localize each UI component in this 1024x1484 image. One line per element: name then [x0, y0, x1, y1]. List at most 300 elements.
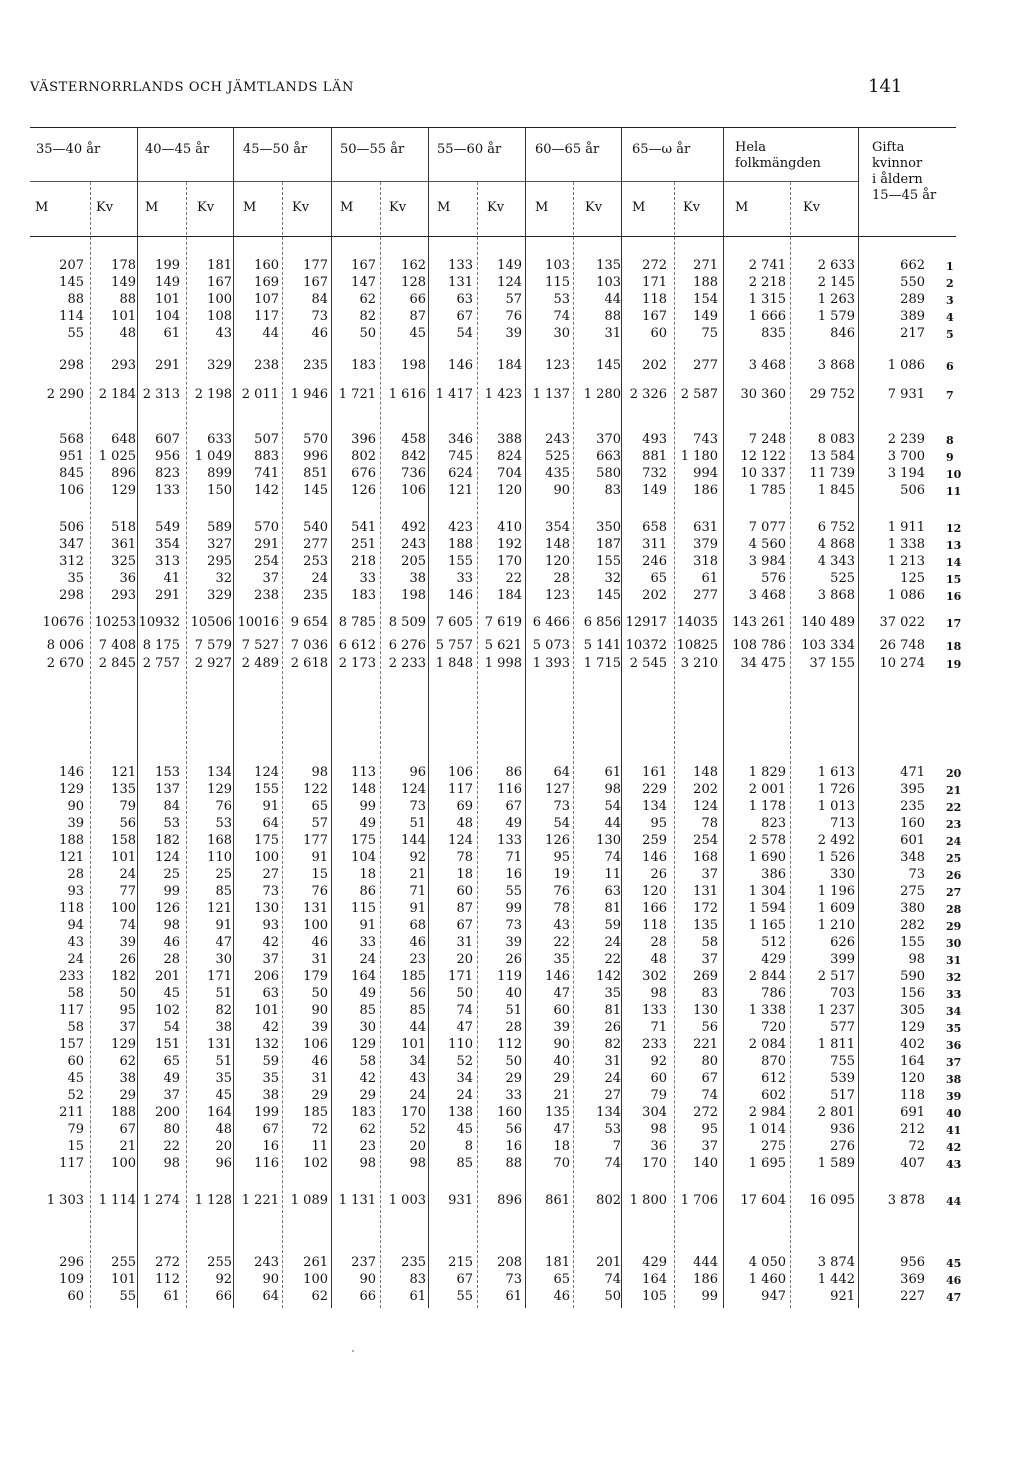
- table-cell: 134: [596, 1105, 621, 1120]
- table-cell: 133: [448, 258, 473, 273]
- table-cell: 82: [359, 309, 376, 324]
- table-cell: 162: [401, 258, 426, 273]
- table-cell: 44: [604, 816, 621, 831]
- table-cell: 22: [163, 1139, 180, 1154]
- table-cell: 568: [59, 432, 84, 447]
- subcolumn-rule: [477, 182, 478, 1308]
- table-cell: 81: [604, 901, 621, 916]
- table-cell: 370: [596, 432, 621, 447]
- table-cell: 53: [553, 292, 570, 307]
- column-rule: [233, 128, 234, 1308]
- table-cell: 73: [553, 799, 570, 814]
- table-cell: 179: [303, 969, 328, 984]
- table-cell: 183: [351, 358, 376, 373]
- table-cell: 47: [553, 986, 570, 1001]
- table-cell: 184: [497, 358, 522, 373]
- table-cell: 120: [497, 483, 522, 498]
- table-cell: 2 198: [194, 387, 232, 402]
- row-number: 1: [946, 260, 954, 273]
- table-cell: 41: [163, 571, 180, 586]
- table-cell: 996: [303, 449, 328, 464]
- table-cell: 2 801: [817, 1105, 855, 1120]
- table-cell: 6 856: [583, 615, 621, 630]
- table-cell: 53: [604, 1122, 621, 1137]
- table-cell: 4 560: [748, 537, 786, 552]
- table-cell: 1 014: [748, 1122, 786, 1137]
- table-cell: 40: [505, 986, 522, 1001]
- table-cell: 235: [900, 799, 925, 814]
- table-cell: 22: [604, 952, 621, 967]
- table-cell: 39: [311, 1020, 328, 1035]
- table-cell: 601: [900, 833, 925, 848]
- table-cell: 37: [262, 571, 279, 586]
- table-cell: 1 848: [435, 656, 473, 671]
- table-cell: 91: [262, 799, 279, 814]
- table-cell: 272: [693, 1105, 718, 1120]
- table-cell: 49: [359, 816, 376, 831]
- table-cell: 243: [401, 537, 426, 552]
- table-header-bottom-rule: [30, 236, 956, 237]
- table-cell: 121: [59, 850, 84, 865]
- table-cell: 42: [359, 1071, 376, 1086]
- table-cell: 380: [900, 901, 925, 916]
- column-header-women: Kv: [487, 200, 505, 215]
- table-cell: 1 845: [817, 483, 855, 498]
- table-cell: 65: [163, 1054, 180, 1069]
- table-cell: 85: [215, 884, 232, 899]
- table-cell: 7 619: [484, 615, 522, 630]
- table-cell: 86: [359, 884, 376, 899]
- table-cell: 207: [59, 258, 84, 273]
- table-cell: 1 180: [680, 449, 718, 464]
- table-cell: 580: [596, 466, 621, 481]
- table-cell: 39: [119, 935, 136, 950]
- row-number: 17: [946, 617, 962, 630]
- table-cell: 73: [908, 867, 925, 882]
- table-cell: 23: [409, 952, 426, 967]
- table-cell: 327: [207, 537, 232, 552]
- table-cell: 3 210: [680, 656, 718, 671]
- row-number: 15: [946, 573, 962, 586]
- table-cell: 208: [497, 1255, 522, 1270]
- table-cell: 133: [155, 483, 180, 498]
- table-cell: 164: [642, 1272, 667, 1287]
- table-cell: 103 334: [801, 638, 855, 653]
- table-cell: 85: [409, 1003, 426, 1018]
- table-cell: 62: [359, 1122, 376, 1137]
- table-cell: 48: [215, 1122, 232, 1137]
- table-cell: 2 757: [142, 656, 180, 671]
- table-cell: 71: [505, 850, 522, 865]
- table-cell: 5 073: [532, 638, 570, 653]
- table-cell: 101: [155, 292, 180, 307]
- table-cell: 18: [456, 867, 473, 882]
- table-cell: 947: [761, 1289, 786, 1304]
- table-cell: 54: [163, 1020, 180, 1035]
- row-number: 7: [946, 389, 954, 402]
- table-cell: 30 360: [740, 387, 786, 402]
- table-cell: 142: [254, 483, 279, 498]
- table-cell: 1 442: [817, 1272, 855, 1287]
- table-cell: 108 786: [732, 638, 786, 653]
- table-cell: 53: [215, 816, 232, 831]
- table-cell: 106: [401, 483, 426, 498]
- table-cell: 33: [359, 571, 376, 586]
- table-cell: 956: [900, 1255, 925, 1270]
- table-cell: 28: [505, 1020, 522, 1035]
- table-cell: 130: [596, 833, 621, 848]
- table-cell: 98: [359, 1156, 376, 1171]
- table-cell: 42: [262, 935, 279, 950]
- table-cell: 24: [119, 867, 136, 882]
- table-cell: 346: [448, 432, 473, 447]
- table-cell: 186: [693, 483, 718, 498]
- table-cell: 27: [262, 867, 279, 882]
- table-cell: 121: [207, 901, 232, 916]
- table-cell: 37: [701, 952, 718, 967]
- table-cell: 130: [254, 901, 279, 916]
- table-cell: 181: [207, 258, 232, 273]
- table-cell: 1 609: [817, 901, 855, 916]
- table-cell: 64: [553, 765, 570, 780]
- column-header-women: Kv: [585, 200, 603, 215]
- table-cell: 44: [409, 1020, 426, 1035]
- table-cell: 87: [409, 309, 426, 324]
- table-cell: 37: [701, 867, 718, 882]
- table-cell: 95: [553, 850, 570, 865]
- table-cell: 10506: [190, 615, 232, 630]
- table-cell: 160: [254, 258, 279, 273]
- table-cell: 291: [155, 588, 180, 603]
- table-cell: 122: [303, 782, 328, 797]
- column-header-women: Kv: [803, 200, 821, 215]
- table-cell: 50: [119, 986, 136, 1001]
- table-cell: 46: [163, 935, 180, 950]
- table-cell: 60: [67, 1054, 84, 1069]
- table-cell: 823: [155, 466, 180, 481]
- table-cell: 277: [693, 588, 718, 603]
- table-cell: 1 025: [98, 449, 136, 464]
- table-cell: 4 343: [817, 554, 855, 569]
- table-cell: 48: [456, 816, 473, 831]
- table-cell: 755: [830, 1054, 855, 1069]
- table-cell: 74: [119, 918, 136, 933]
- table-cell: 98: [163, 1156, 180, 1171]
- table-cell: 62: [359, 292, 376, 307]
- table-cell: 129: [207, 782, 232, 797]
- table-cell: 76: [215, 799, 232, 814]
- table-cell: 101: [111, 850, 136, 865]
- table-cell: 35: [553, 952, 570, 967]
- table-cell: 20: [409, 1139, 426, 1154]
- table-cell: 407: [900, 1156, 925, 1171]
- subcolumn-rule: [674, 182, 675, 1308]
- table-cell: 1 526: [817, 850, 855, 865]
- table-cell: 131: [303, 901, 328, 916]
- table-cell: 2 633: [817, 258, 855, 273]
- table-cell: 34: [456, 1071, 473, 1086]
- table-cell: 120: [545, 554, 570, 569]
- row-number: 10: [946, 468, 962, 481]
- table-cell: 92: [215, 1272, 232, 1287]
- table-cell: 54: [553, 816, 570, 831]
- table-cell: 202: [642, 358, 667, 373]
- table-cell: 101: [401, 1037, 426, 1052]
- table-cell: 289: [900, 292, 925, 307]
- table-cell: 1 666: [748, 309, 786, 324]
- table-cell: 577: [830, 1020, 855, 1035]
- table-cell: 33: [505, 1088, 522, 1103]
- table-cell: 130: [693, 1003, 718, 1018]
- table-cell: 540: [303, 520, 328, 535]
- table-cell: 227: [900, 1289, 925, 1304]
- table-cell: 96: [215, 1156, 232, 1171]
- table-cell: 31: [604, 1054, 621, 1069]
- table-cell: 52: [67, 1088, 84, 1103]
- table-cell: 185: [303, 1105, 328, 1120]
- row-number: 14: [946, 556, 962, 569]
- table-cell: 18: [359, 867, 376, 882]
- table-cell: 43: [553, 918, 570, 933]
- table-cell: 576: [761, 571, 786, 586]
- row-number: 29: [946, 920, 962, 933]
- table-cell: 76: [311, 884, 328, 899]
- table-cell: 84: [163, 799, 180, 814]
- table-cell: 8 175: [142, 638, 180, 653]
- table-cell: 525: [830, 571, 855, 586]
- table-cell: 51: [215, 1054, 232, 1069]
- table-cell: 28: [163, 952, 180, 967]
- table-cell: 199: [254, 1105, 279, 1120]
- table-cell: 1 460: [748, 1272, 786, 1287]
- table-cell: 12 122: [740, 449, 786, 464]
- table-cell: 144: [401, 833, 426, 848]
- gifta-line4: 15—45 år: [872, 188, 937, 203]
- table-cell: 602: [761, 1088, 786, 1103]
- table-cell: 2 184: [98, 387, 136, 402]
- table-cell: 2 290: [46, 387, 84, 402]
- row-number: 13: [946, 539, 962, 552]
- table-cell: 31: [456, 935, 473, 950]
- table-cell: 269: [693, 969, 718, 984]
- column-rule: [723, 128, 724, 1308]
- table-cell: 160: [497, 1105, 522, 1120]
- table-cell: 94: [67, 918, 84, 933]
- table-cell: 183: [351, 1105, 376, 1120]
- table-cell: 201: [596, 1255, 621, 1270]
- table-cell: 145: [596, 358, 621, 373]
- table-cell: 35: [262, 1071, 279, 1086]
- table-cell: 170: [401, 1105, 426, 1120]
- table-cell: 22: [505, 571, 522, 586]
- table-cell: 7 579: [194, 638, 232, 653]
- table-cell: 298: [59, 588, 84, 603]
- table-cell: 539: [830, 1071, 855, 1086]
- table-cell: 73: [505, 918, 522, 933]
- table-cell: 88: [119, 292, 136, 307]
- subcolumn-rule: [186, 182, 187, 1308]
- table-cell: 662: [900, 258, 925, 273]
- table-cell: 1 131: [338, 1193, 376, 1208]
- subcolumn-rule: [90, 182, 91, 1308]
- table-cell: 65: [553, 1272, 570, 1287]
- hela-line2: folkmängden: [735, 156, 821, 171]
- table-cell: 117: [254, 309, 279, 324]
- row-number: 19: [946, 658, 962, 671]
- table-cell: 235: [303, 588, 328, 603]
- table-cell: 117: [59, 1156, 84, 1171]
- table-cell: 91: [409, 901, 426, 916]
- table-cell: 160: [900, 816, 925, 831]
- table-cell: 37: [262, 952, 279, 967]
- row-number: 16: [946, 590, 962, 603]
- table-cell: 121: [448, 483, 473, 498]
- table-cell: 72: [311, 1122, 328, 1137]
- age-group-header: 40—45 år: [145, 142, 210, 157]
- table-cell: 1 811: [817, 1037, 855, 1052]
- table-cell: 549: [155, 520, 180, 535]
- row-number: 40: [946, 1107, 962, 1120]
- column-rule: [428, 128, 429, 1308]
- table-cell: 10 274: [879, 656, 925, 671]
- table-cell: 31: [604, 326, 621, 341]
- table-cell: 217: [900, 326, 925, 341]
- table-cell: 845: [59, 466, 84, 481]
- table-cell: 38: [262, 1088, 279, 1103]
- column-header-men: M: [735, 200, 749, 215]
- row-number: 3: [946, 294, 954, 307]
- row-number: 9: [946, 451, 954, 464]
- table-cell: 493: [642, 432, 667, 447]
- table-cell: 21: [553, 1088, 570, 1103]
- table-cell: 108: [207, 309, 232, 324]
- table-cell: 518: [111, 520, 136, 535]
- table-cell: 899: [207, 466, 232, 481]
- table-cell: 62: [311, 1289, 328, 1304]
- table-cell: 25: [215, 867, 232, 882]
- table-cell: 237: [351, 1255, 376, 1270]
- table-cell: 429: [642, 1255, 667, 1270]
- table-cell: 736: [401, 466, 426, 481]
- table-cell: 272: [155, 1255, 180, 1270]
- table-cell: 1 338: [748, 1003, 786, 1018]
- table-cell: 124: [155, 850, 180, 865]
- column-rule: [137, 128, 138, 1308]
- table-cell: 379: [693, 537, 718, 552]
- table-cell: 166: [642, 901, 667, 916]
- table-cell: 302: [642, 969, 667, 984]
- table-cell: 295: [207, 554, 232, 569]
- row-number: 4: [946, 311, 954, 324]
- table-cell: 91: [215, 918, 232, 933]
- table-cell: 13 584: [809, 449, 855, 464]
- table-cell: 61: [163, 1289, 180, 1304]
- table-cell: 851: [303, 466, 328, 481]
- table-cell: 146: [545, 969, 570, 984]
- table-cell: 5 621: [484, 638, 522, 653]
- table-cell: 43: [409, 1071, 426, 1086]
- table-cell: 78: [701, 816, 718, 831]
- table-cell: 4 050: [748, 1255, 786, 1270]
- table-cell: 185: [401, 969, 426, 984]
- table-cell: 125: [900, 571, 925, 586]
- table-cell: 3 868: [817, 588, 855, 603]
- table-cell: 155: [596, 554, 621, 569]
- table-cell: 29: [553, 1071, 570, 1086]
- table-cell: 550: [900, 275, 925, 290]
- table-cell: 2 845: [98, 656, 136, 671]
- table-cell: 4 868: [817, 537, 855, 552]
- table-cell: 29 752: [809, 387, 855, 402]
- table-cell: 255: [207, 1255, 232, 1270]
- table-cell: 46: [311, 326, 328, 341]
- table-cell: 1 417: [435, 387, 473, 402]
- row-number: 30: [946, 937, 962, 950]
- table-cell: 35: [604, 986, 621, 1001]
- table-cell: 182: [155, 833, 180, 848]
- table-cell: 732: [642, 466, 667, 481]
- table-cell: 1 213: [887, 554, 925, 569]
- row-number: 46: [946, 1274, 962, 1287]
- table-cell: 102: [155, 1003, 180, 1018]
- table-cell: 60: [67, 1289, 84, 1304]
- table-cell: 329: [207, 588, 232, 603]
- table-cell: 631: [693, 520, 718, 535]
- table-cell: 129: [900, 1020, 925, 1035]
- table-cell: 88: [67, 292, 84, 307]
- table-cell: 48: [119, 326, 136, 341]
- table-cell: 956: [155, 449, 180, 464]
- table-cell: 435: [545, 466, 570, 481]
- row-number: 34: [946, 1005, 962, 1018]
- table-cell: 626: [830, 935, 855, 950]
- table-cell: 133: [497, 833, 522, 848]
- table-cell: 104: [351, 850, 376, 865]
- table-cell: 30: [215, 952, 232, 967]
- table-cell: 33: [456, 571, 473, 586]
- page-number: 141: [868, 76, 903, 97]
- table-cell: 2 492: [817, 833, 855, 848]
- table-cell: 98: [908, 952, 925, 967]
- table-cell: 1 137: [532, 387, 570, 402]
- table-cell: 29: [505, 1071, 522, 1086]
- table-cell: 1 210: [817, 918, 855, 933]
- table-cell: 107: [254, 292, 279, 307]
- table-cell: 65: [311, 799, 328, 814]
- table-cell: 7: [612, 1139, 621, 1154]
- row-number: 35: [946, 1022, 962, 1035]
- table-cell: 118: [642, 918, 667, 933]
- table-cell: 46: [409, 935, 426, 950]
- table-cell: 126: [545, 833, 570, 848]
- table-cell: 65: [650, 571, 667, 586]
- table-cell: 205: [401, 554, 426, 569]
- table-cell: 1 690: [748, 850, 786, 865]
- table-cell: 35: [67, 571, 84, 586]
- table-cell: 71: [650, 1020, 667, 1035]
- table-cell: 492: [401, 520, 426, 535]
- table-cell: 389: [900, 309, 925, 324]
- column-header-women: Kv: [96, 200, 114, 215]
- subcolumn-rule: [573, 182, 574, 1308]
- table-cell: 37: [119, 1020, 136, 1035]
- table-cell: 277: [303, 537, 328, 552]
- table-cell: 676: [351, 466, 376, 481]
- table-cell: 691: [900, 1105, 925, 1120]
- table-cell: 2 001: [748, 782, 786, 797]
- table-cell: 79: [119, 799, 136, 814]
- table-cell: 64: [262, 816, 279, 831]
